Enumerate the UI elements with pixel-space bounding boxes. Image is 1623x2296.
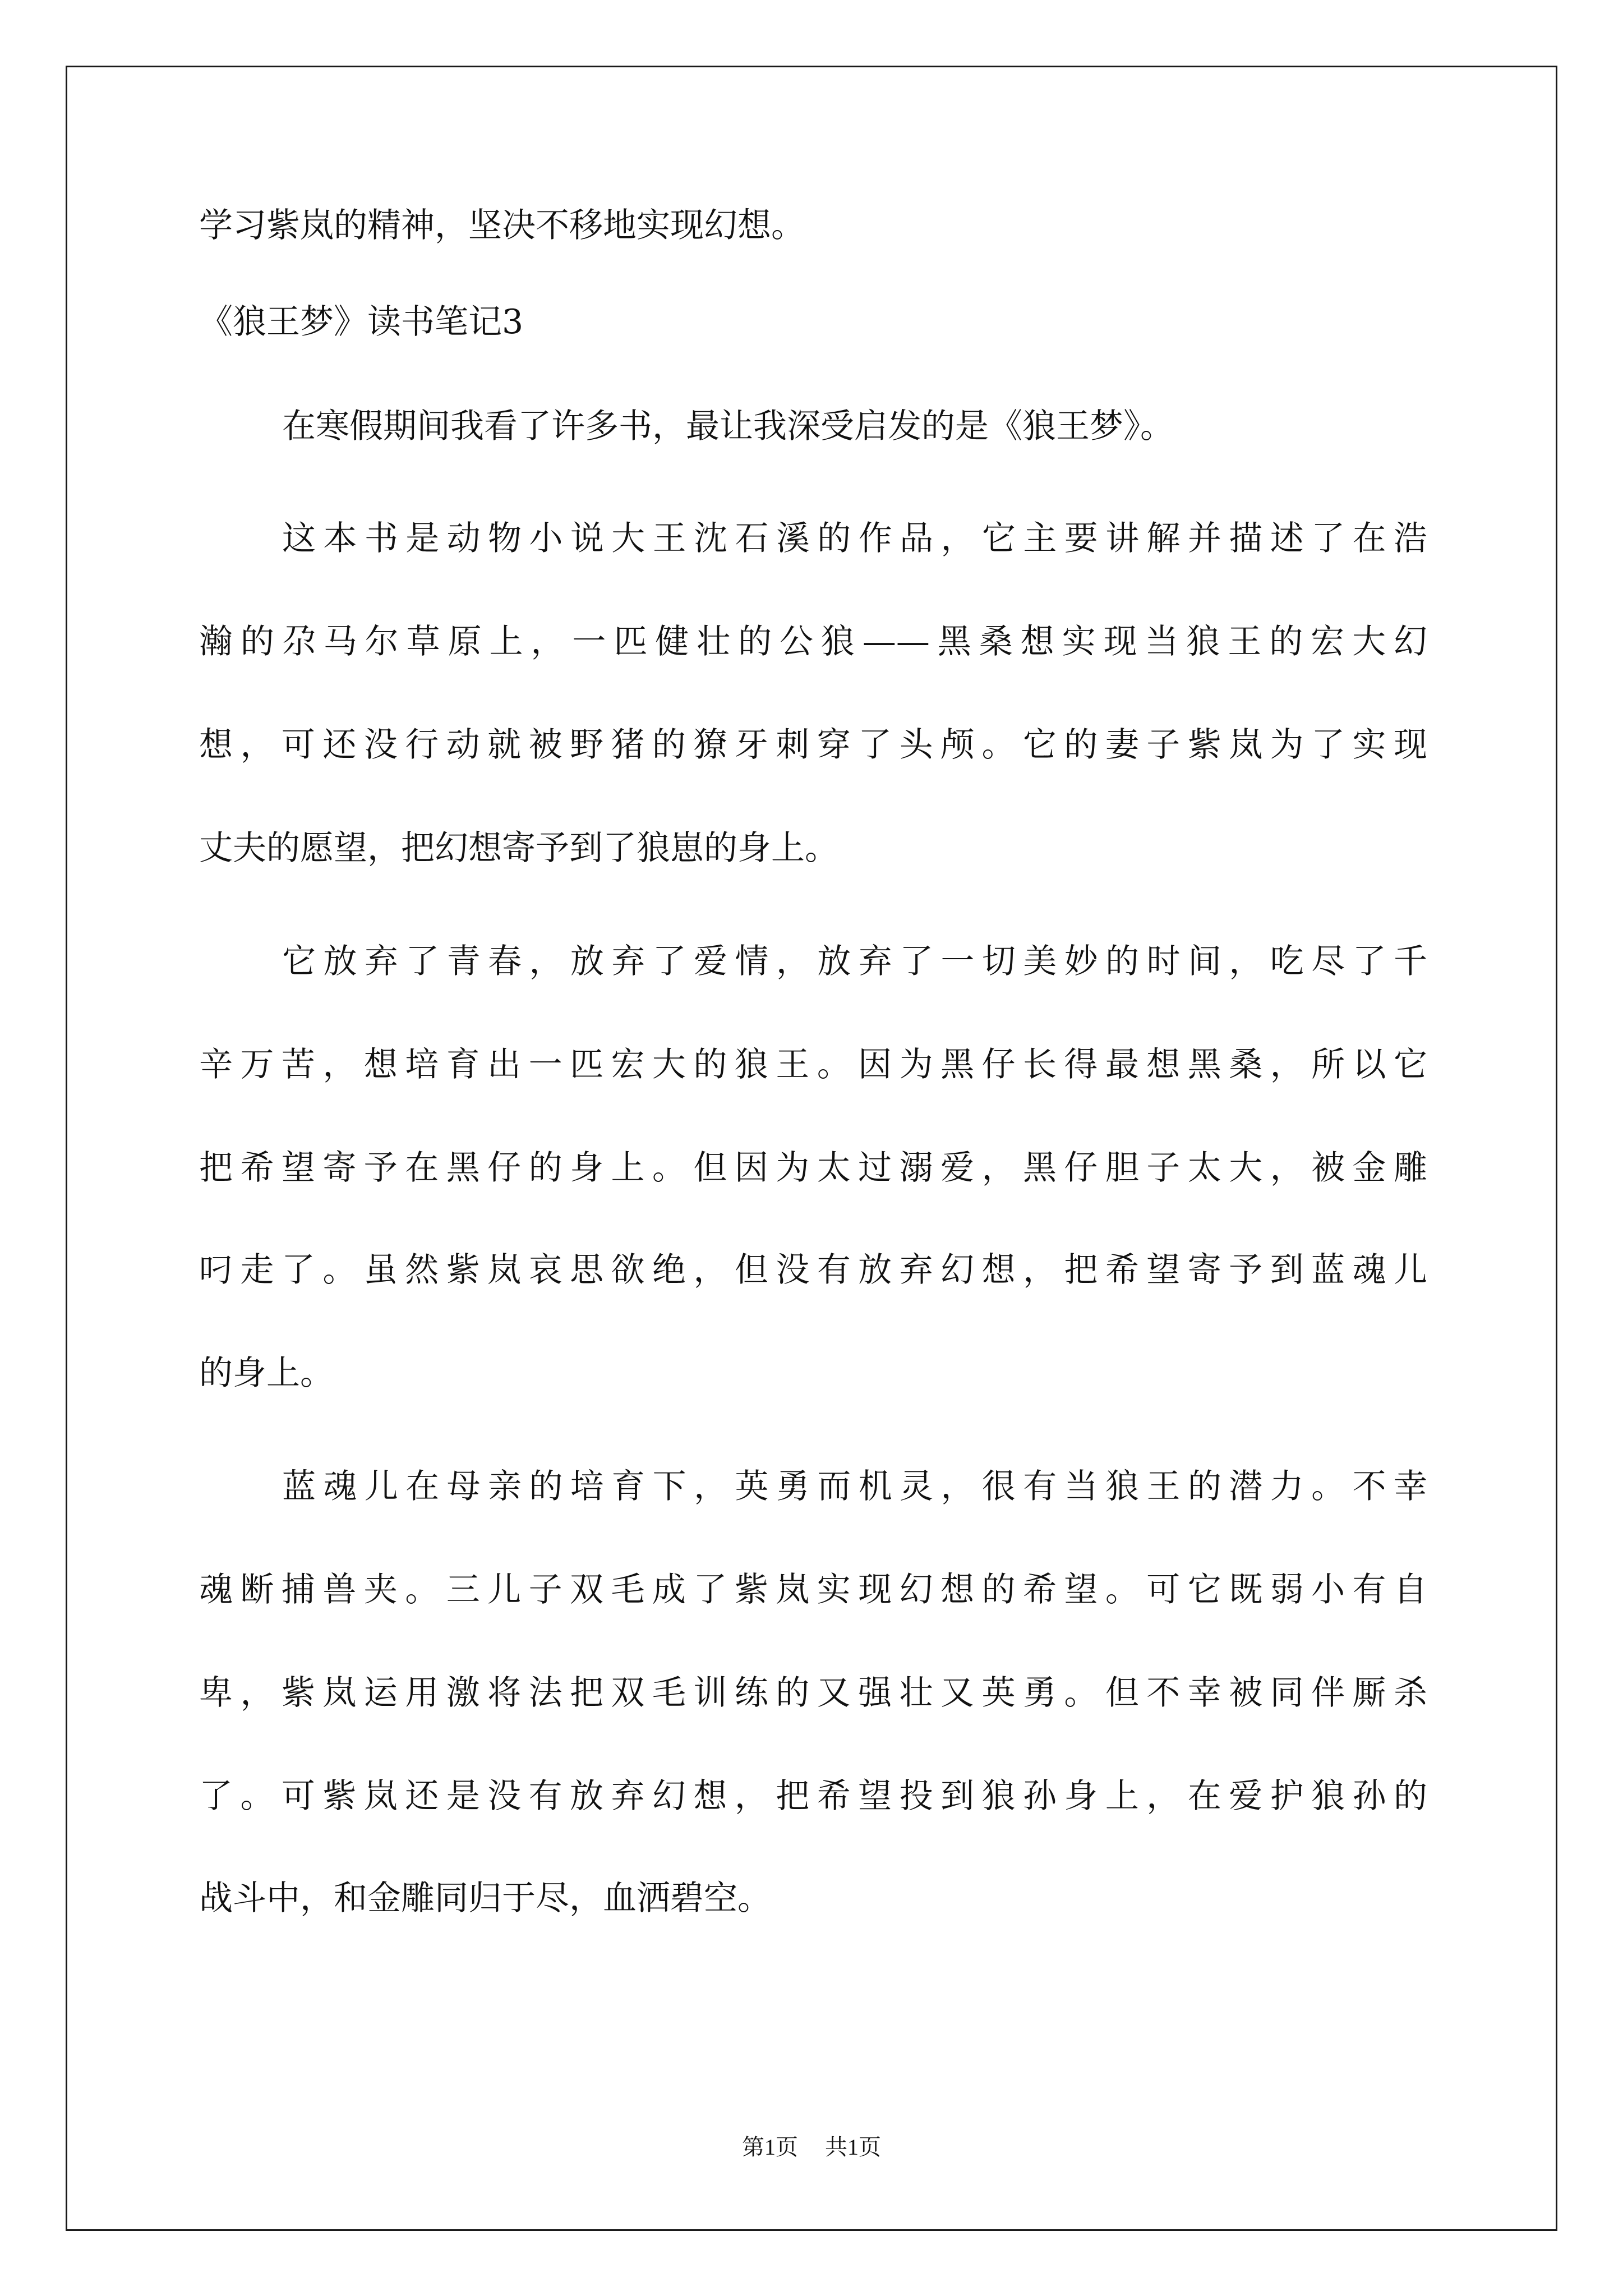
paragraph-line: 战斗中，和金雕同归于尽，血洒碧空。 bbox=[199, 1879, 771, 1918]
page-number: 第1页 bbox=[742, 2134, 798, 2160]
paragraph-line: 把希望寄予在黑仔的身上。但因为太过溺爱，黑仔胆子太大，被金雕 bbox=[199, 1148, 1427, 1188]
paragraph-line: 卑，紫岚运用激将法把双毛训练的又强壮又英勇。但不幸被同伴厮杀 bbox=[199, 1673, 1427, 1713]
paragraph-line: 瀚的尕马尔草原上，一匹健壮的公狼——黑桑想实现当狼王的宏大幻 bbox=[199, 622, 1427, 661]
text-line: 学习紫岚的精神，坚决不移地实现幻想。 bbox=[199, 206, 805, 245]
paragraph-line: 辛万苦，想培育出一匹宏大的狼王。因为黑仔长得最想黑桑，所以它 bbox=[199, 1045, 1427, 1084]
paragraph-line: 它放弃了青春，放弃了爱情，放弃了一切美妙的时间，吃尽了千 bbox=[282, 942, 1427, 981]
paragraph-line: 了。可紫岚还是没有放弃幻想，把希望投到狼孙身上，在爱护狼孙的 bbox=[199, 1777, 1427, 1816]
page-footer bbox=[0, 2136, 1623, 2159]
section-heading: 《狼王梦》读书笔记3 bbox=[199, 302, 524, 342]
paragraph-line: 魂断捕兽夹。三儿子双毛成了紫岚实现幻想的希望。可它既弱小有自 bbox=[199, 1570, 1427, 1609]
paragraph-line: 在寒假期间我看了许多书，最让我深受启发的是《狼王梦》。 bbox=[282, 407, 1174, 446]
paragraph-line: 这本书是动物小说大王沈石溪的作品，它主要讲解并描述了在浩 bbox=[282, 519, 1427, 558]
paragraph-line: 丈夫的愿望，把幻想寄予到了狼崽的身上。 bbox=[199, 829, 838, 868]
paragraph-line: 叼走了。虽然紫岚哀思欲绝，但没有放弃幻想，把希望寄予到蓝魂儿 bbox=[199, 1250, 1427, 1290]
paragraph-line: 蓝魂儿在母亲的培育下，英勇而机灵，很有当狼王的潜力。不幸 bbox=[282, 1467, 1427, 1506]
paragraph-line: 的身上。 bbox=[199, 1354, 334, 1393]
paragraph-line: 想，可还没行动就被野猪的獠牙刺穿了头颅。它的妻子紫岚为了实现 bbox=[199, 725, 1427, 765]
page-total: 共1页 bbox=[825, 2134, 881, 2160]
